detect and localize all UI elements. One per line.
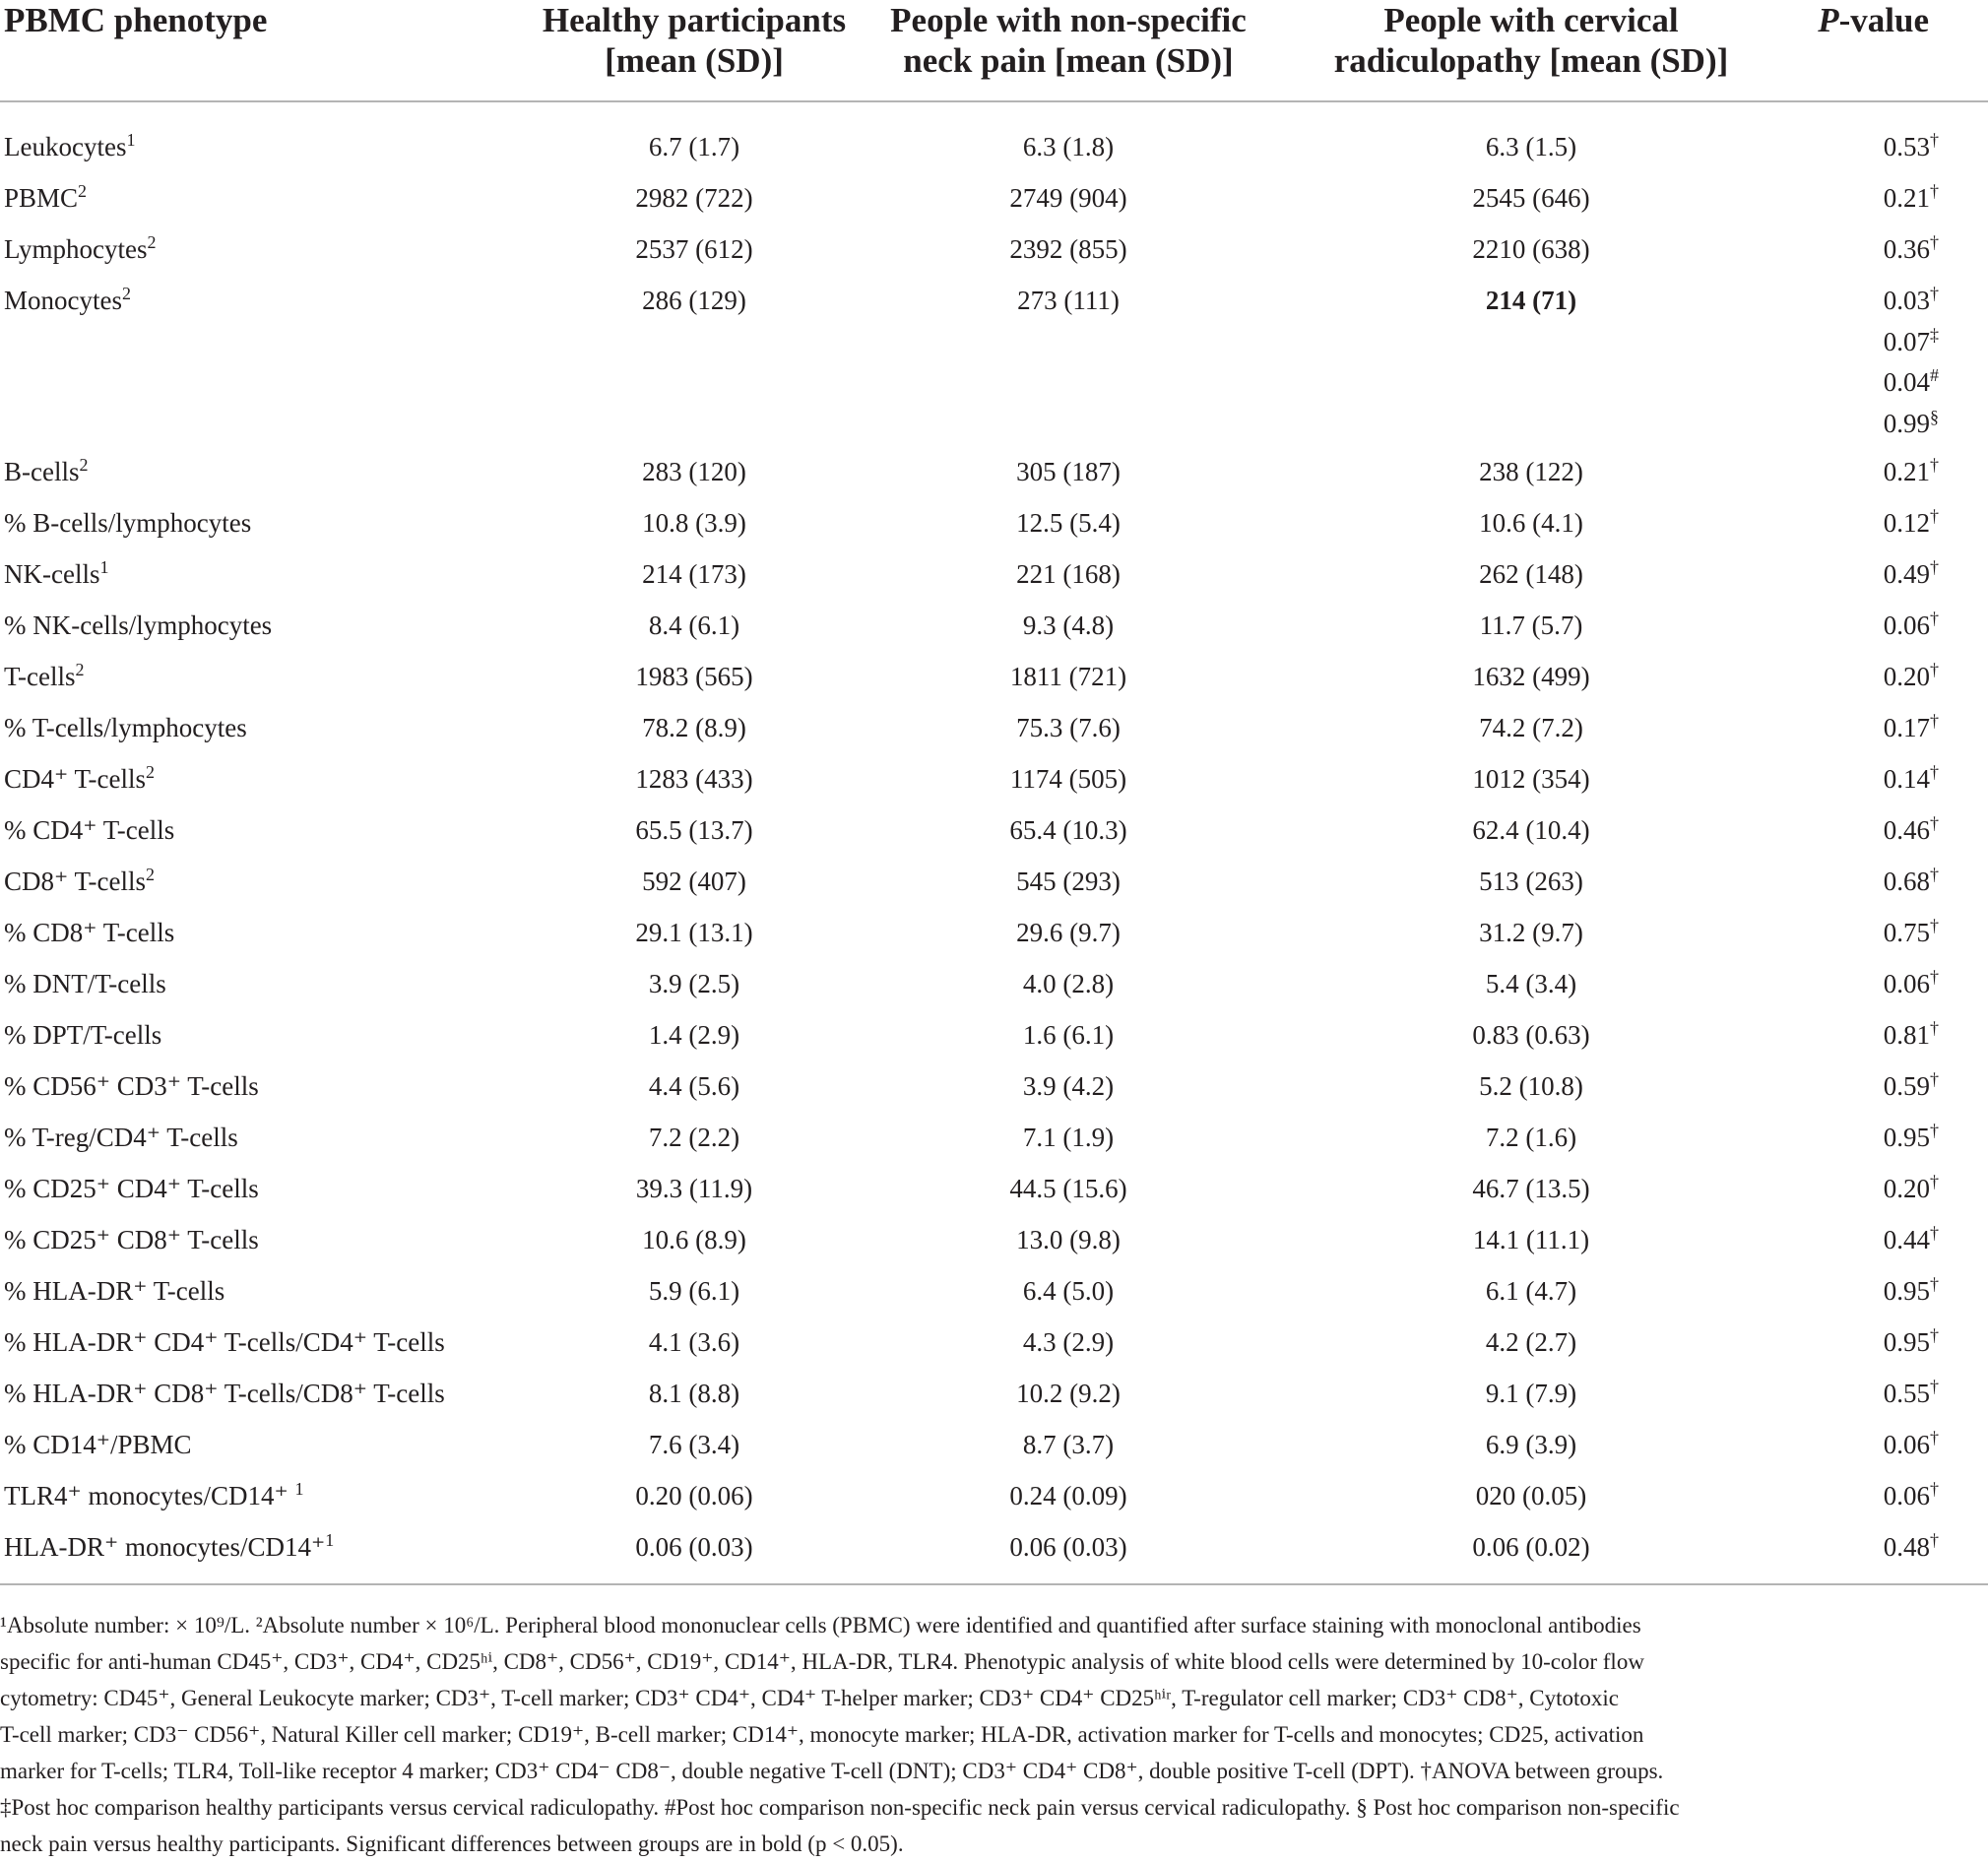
p-value (1777, 1325, 1988, 1377)
healthy-value: 3.9 (2.5) (648, 969, 740, 998)
healthy-value: 10.8 (3.9) (642, 508, 746, 538)
table-row (0, 506, 1988, 557)
healthy-value: 286 (129) (642, 286, 746, 315)
neck-pain-value: 2749 (904) (1009, 183, 1127, 213)
neck-pain-value: 1.6 (6.1) (1022, 1020, 1115, 1050)
p-value-symbol: † (1930, 711, 1939, 731)
healthy-value: 2982 (722) (635, 183, 753, 213)
healthy-value: 283 (120) (642, 457, 746, 486)
table-row (0, 1325, 1988, 1377)
table-row (0, 1530, 1988, 1587)
p-value (1777, 1121, 1988, 1172)
p-value (1777, 181, 1988, 232)
p-value-symbol: † (1930, 1530, 1939, 1550)
radiculopathy-value: 31.2 (9.7) (1479, 918, 1583, 947)
neck-pain-value: 273 (111) (1017, 286, 1120, 315)
neck-pain-value: 8.7 (3.7) (1022, 1430, 1115, 1459)
p-value-entry: 0.95† (1883, 1121, 1939, 1152)
p-value (1777, 455, 1988, 506)
p-value (1777, 1018, 1988, 1069)
healthy-value: 8.4 (6.1) (648, 610, 740, 640)
p-value-entry: 0.03† (1883, 284, 1939, 315)
row-label: % CD14⁺/PBMC (4, 1430, 192, 1459)
healthy-value: 65.5 (13.7) (635, 815, 753, 845)
table-row (0, 1223, 1988, 1274)
header-cervical-radiculopathy: People with cervical radiculopathy [mean (SD)] (1285, 0, 1777, 101)
row-label: % DPT/T-cells (4, 1020, 162, 1050)
table-row (0, 1479, 1988, 1530)
table-row (0, 1428, 1988, 1479)
row-label: % HLA-DR⁺ CD8⁺ T-cells/CD8⁺ T-cells (4, 1379, 445, 1408)
healthy-value: 1983 (565) (635, 662, 753, 691)
neck-pain-value: 75.3 (7.6) (1016, 713, 1121, 742)
p-value-entry: 0.75† (1883, 916, 1939, 947)
table-row (0, 1377, 1988, 1428)
p-value-symbol: † (1930, 1172, 1939, 1191)
p-value-symbol: † (1930, 130, 1939, 150)
radiculopathy-value: 62.4 (10.4) (1472, 815, 1590, 845)
healthy-value: 4.1 (3.6) (648, 1327, 740, 1357)
healthy-value: 78.2 (8.9) (642, 713, 746, 742)
p-value-entry: 0.53† (1883, 130, 1939, 161)
header-pbmc-phenotype: PBMC phenotype (0, 0, 537, 101)
neck-pain-value: 6.3 (1.8) (1022, 132, 1115, 161)
neck-pain-value: 545 (293) (1016, 867, 1121, 896)
p-value-symbol: † (1930, 660, 1939, 679)
label-superscript: 1 (126, 130, 136, 150)
healthy-value: 8.1 (8.8) (648, 1379, 740, 1408)
footnote-line: T-cell marker; CD3⁻ CD56⁺, Natural Killer cell marker; CD19⁺, B-cell marker; CD14⁺, monocyte marker; HLA-DR, activation marker for T-cells and monocytes; CD25, activation (0, 1722, 1644, 1747)
p-value-entry: 0.06† (1883, 967, 1939, 998)
p-value-entry: 0.12† (1883, 506, 1939, 538)
healthy-value: 592 (407) (642, 867, 746, 896)
table-row (0, 232, 1988, 284)
neck-pain-value: 10.2 (9.2) (1016, 1379, 1121, 1408)
row-label: % NK-cells/lymphocytes (4, 610, 273, 640)
header-p-value: P-value (1777, 0, 1988, 101)
row-label: Leukocytes$^1$ (4, 130, 136, 161)
row-label: HLA-DR⁺ monocytes/CD14⁺$^1$ (4, 1530, 335, 1562)
p-value (1777, 1428, 1988, 1479)
neck-pain-value: 7.1 (1.9) (1022, 1123, 1115, 1152)
table-header (0, 0, 1988, 101)
p-value-entry: 0.36† (1883, 232, 1939, 264)
p-value-symbol: † (1930, 813, 1939, 833)
neck-pain-value: 6.4 (5.0) (1022, 1276, 1115, 1306)
healthy-value: 4.4 (5.6) (648, 1071, 740, 1101)
radiculopathy-value: 4.2 (2.7) (1485, 1327, 1577, 1357)
radiculopathy-value: 020 (0.05) (1475, 1481, 1587, 1510)
p-value-symbol: † (1930, 455, 1939, 475)
table-row (0, 813, 1988, 865)
row-label: % HLA-DR⁺ T-cells (4, 1276, 225, 1306)
p-value (1777, 557, 1988, 609)
neck-pain-value: 29.6 (9.7) (1016, 918, 1121, 947)
row-label: % CD25⁺ CD8⁺ T-cells (4, 1225, 259, 1254)
p-value-symbol: † (1930, 1428, 1939, 1447)
healthy-value: 7.6 (3.4) (648, 1430, 740, 1459)
healthy-value: 2537 (612) (635, 234, 753, 264)
header-non-specific-neck-pain: People with non-specific neck pain [mean (SD)] (852, 0, 1285, 101)
p-value-entry: 0.20† (1883, 1172, 1939, 1203)
p-value-entry: 0.06† (1883, 1428, 1939, 1459)
table-row (0, 711, 1988, 762)
p-value-symbol: ‡ (1930, 324, 1939, 345)
p-value-symbol: † (1930, 1377, 1939, 1396)
p-value (1777, 284, 1988, 455)
row-label: Monocytes$^2$ (4, 284, 131, 315)
neck-pain-value: 3.9 (4.2) (1022, 1071, 1115, 1101)
radiculopathy-value: 11.7 (5.7) (1479, 610, 1583, 640)
p-value (1777, 1223, 1988, 1274)
footnote-line: ¹Absolute number: × 10⁹/L. ²Absolute number × 10⁶/L. Peripheral blood mononuclear cells (PBMC) were identified and quantified after surface staining with monoclonal antibodies (0, 1613, 1641, 1638)
table-row (0, 609, 1988, 660)
label-superscript: 2 (146, 865, 156, 884)
p-value-entry: 0.20† (1883, 660, 1939, 691)
p-value-symbol: † (1930, 232, 1939, 252)
neck-pain-value: 13.0 (9.8) (1016, 1225, 1121, 1254)
table-body (0, 101, 1988, 1587)
p-value-symbol: † (1930, 1223, 1939, 1243)
healthy-value: 0.06 (0.03) (635, 1532, 753, 1562)
neck-pain-value: 4.3 (2.9) (1022, 1327, 1115, 1357)
p-value (1777, 711, 1988, 762)
healthy-value: 6.7 (1.7) (648, 132, 740, 161)
p-value (1777, 609, 1988, 660)
p-value-entry: 0.07‡ (1883, 324, 1939, 356)
p-value-entry: 0.49† (1883, 557, 1939, 589)
p-value (1777, 1274, 1988, 1325)
healthy-value: 1.4 (2.9) (648, 1020, 740, 1050)
p-value-entry: 0.81† (1883, 1018, 1939, 1050)
p-value-symbol: † (1930, 557, 1939, 577)
header-healthy-participants: Healthy participants [mean (SD)] (537, 0, 852, 101)
p-value-symbol: § (1930, 406, 1939, 426)
neck-pain-value: 2392 (855) (1009, 234, 1127, 264)
p-value-entry: 0.44† (1883, 1223, 1939, 1254)
p-value-symbol: † (1930, 865, 1939, 884)
row-label: % T-reg/CD4⁺ T-cells (4, 1123, 238, 1152)
row-label: TLR4⁺ monocytes/CD14⁺ $^1$ (4, 1479, 304, 1510)
radiculopathy-value: 2210 (638) (1472, 234, 1590, 264)
p-value-symbol: † (1930, 1274, 1939, 1294)
table-row (0, 284, 1988, 455)
p-value (1777, 506, 1988, 557)
row-label: % DNT/T-cells (4, 969, 166, 998)
healthy-value: 29.1 (13.1) (635, 918, 753, 947)
healthy-value: 39.3 (11.9) (635, 1174, 753, 1203)
neck-pain-value: 65.4 (10.3) (1009, 815, 1127, 845)
p-value (1777, 232, 1988, 284)
row-label: % CD25⁺ CD4⁺ T-cells (4, 1174, 259, 1203)
table-row (0, 916, 1988, 967)
p-value-entry: 0.95† (1883, 1274, 1939, 1306)
radiculopathy-value: 6.1 (4.7) (1485, 1276, 1577, 1306)
p-value-entry: 0.55† (1883, 1377, 1939, 1408)
radiculopathy-value: 7.2 (1.6) (1485, 1123, 1577, 1152)
header-row (0, 0, 1988, 101)
radiculopathy-value: 6.3 (1.5) (1485, 132, 1577, 161)
p-value (1777, 813, 1988, 865)
row-label: CD8⁺ T-cells$^2$ (4, 865, 156, 896)
radiculopathy-value: 2545 (646) (1472, 183, 1590, 213)
footnote-line: ‡Post hoc comparison healthy participants versus cervical radiculopathy. #Post hoc comparison non-specific neck pain versus cervical radiculopathy. § Post hoc comparison non-specific (0, 1795, 1680, 1820)
table-row (0, 1121, 1988, 1172)
table-row (0, 865, 1988, 916)
radiculopathy-value: 10.6 (4.1) (1479, 508, 1583, 538)
p-value (1777, 916, 1988, 967)
radiculopathy-value: 238 (122) (1479, 457, 1583, 486)
row-label: Lymphocytes$^2$ (4, 232, 157, 264)
neck-pain-value: 221 (168) (1016, 559, 1121, 589)
radiculopathy-value: 14.1 (11.1) (1472, 1225, 1590, 1254)
p-value-entry: 0.59† (1883, 1069, 1939, 1101)
label-superscript: 2 (146, 762, 156, 782)
p-value-entry: 0.06† (1883, 609, 1939, 640)
p-value-symbol: † (1930, 609, 1939, 628)
neck-pain-value: 44.5 (15.6) (1009, 1174, 1127, 1203)
p-value-symbol: † (1930, 181, 1939, 201)
table-row (0, 1069, 1988, 1121)
label-superscript: 2 (121, 284, 131, 303)
footnote-line: marker for T-cells; TLR4, Toll-like receptor 4 marker; CD3⁺ CD4⁻ CD8⁻, double negative T-cell (DNT); CD3⁺ CD4⁺ CD8⁺, double positive T-cell (DPT). †ANOVA between groups. (0, 1759, 1664, 1783)
neck-pain-value: 9.3 (4.8) (1022, 610, 1115, 640)
p-value-entry: 0.68† (1883, 865, 1939, 896)
label-superscript: 2 (75, 660, 85, 679)
footnote-line: cytometry: CD45⁺, General Leukocyte marker; CD3⁺, T-cell marker; CD3⁺ CD4⁺, CD4⁺ T-helper marker; CD3⁺ CD4⁺ CD25ʰⁱʳ, T-regulator cell marker; CD3⁺ CD8⁺, Cytotoxic (0, 1686, 1619, 1710)
p-value-entry: 0.17† (1883, 711, 1939, 742)
p-value-entry: 0.48† (1883, 1530, 1939, 1562)
row-label: B-cells$^2$ (4, 455, 89, 486)
neck-pain-value: 12.5 (5.4) (1016, 508, 1121, 538)
p-value (1777, 1530, 1988, 1587)
row-label: PBMC$^2$ (4, 181, 88, 213)
p-value-symbol: † (1930, 1018, 1939, 1038)
p-value-entry: 0.21† (1883, 455, 1939, 486)
p-value (1777, 660, 1988, 711)
healthy-value: 214 (173) (642, 559, 746, 589)
healthy-value: 0.20 (0.06) (635, 1481, 753, 1510)
p-value-symbol: † (1930, 1479, 1939, 1499)
p-value-symbol: † (1930, 762, 1939, 782)
radiculopathy-value: 5.2 (10.8) (1479, 1071, 1583, 1101)
p-value-entry: 0.06† (1883, 1479, 1939, 1510)
p-value (1777, 1479, 1988, 1530)
label-superscript: 2 (78, 181, 88, 201)
p-value-symbol: † (1930, 916, 1939, 935)
p-value-entry: 0.14† (1883, 762, 1939, 794)
radiculopathy-value: 46.7 (13.5) (1472, 1174, 1590, 1203)
row-label: % CD8⁺ T-cells (4, 918, 175, 947)
label-superscript: 2 (79, 455, 89, 475)
p-value (1777, 762, 1988, 813)
table-row (0, 557, 1988, 609)
radiculopathy-value: 214 (71) (1485, 286, 1577, 315)
row-label: % CD4⁺ T-cells (4, 815, 175, 845)
footnote-line: neck pain versus healthy participants. Significant differences between groups are in bold (p < 0.05). (0, 1831, 904, 1856)
table-row (0, 1172, 1988, 1223)
p-value-symbol: # (1930, 365, 1939, 385)
table-row (0, 455, 1988, 506)
p-value-entry: 0.21† (1883, 181, 1939, 213)
p-value-symbol: † (1930, 506, 1939, 526)
p-value-symbol: † (1930, 284, 1939, 303)
radiculopathy-value: 6.9 (3.9) (1485, 1430, 1577, 1459)
radiculopathy-value: 262 (148) (1479, 559, 1583, 589)
neck-pain-value: 1811 (721) (1009, 662, 1127, 691)
p-value (1777, 1069, 1988, 1121)
neck-pain-value: 305 (187) (1016, 457, 1121, 486)
row-label: NK-cells$^1$ (4, 557, 109, 589)
label-superscript: 2 (147, 232, 157, 252)
row-label: % HLA-DR⁺ CD4⁺ T-cells/CD4⁺ T-cells (4, 1327, 445, 1357)
table-row (0, 967, 1988, 1018)
label-superscript: 1 (294, 1479, 304, 1499)
table-row (0, 762, 1988, 813)
row-label: % T-cells/lymphocytes (4, 713, 247, 742)
table-row (0, 101, 1988, 181)
neck-pain-value: 4.0 (2.8) (1022, 969, 1115, 998)
radiculopathy-value: 1632 (499) (1472, 662, 1590, 691)
neck-pain-value: 1174 (505) (1009, 764, 1127, 794)
label-superscript: 1 (325, 1530, 335, 1550)
p-value (1777, 1377, 1988, 1428)
healthy-value: 7.2 (2.2) (648, 1123, 740, 1152)
p-value (1777, 1172, 1988, 1223)
table-row (0, 1018, 1988, 1069)
radiculopathy-value: 74.2 (7.2) (1479, 713, 1583, 742)
footnote-line: specific for anti-human CD45⁺, CD3⁺, CD4⁺, CD25ʰⁱ, CD8⁺, CD56⁺, CD19⁺, CD14⁺, HLA-DR, TLR4. Phenotypic analysis of white blood cells were determined by 10-color flow (0, 1649, 1644, 1674)
table-row (0, 1274, 1988, 1325)
neck-pain-value: 0.06 (0.03) (1009, 1532, 1127, 1562)
healthy-value: 1283 (433) (635, 764, 753, 794)
radiculopathy-value: 0.06 (0.02) (1472, 1532, 1590, 1562)
radiculopathy-value: 0.83 (0.63) (1472, 1020, 1590, 1050)
radiculopathy-value: 5.4 (3.4) (1485, 969, 1577, 998)
row-label: CD4⁺ T-cells$^2$ (4, 762, 156, 794)
row-label: T-cells$^2$ (4, 660, 85, 691)
healthy-value: 10.6 (8.9) (642, 1225, 746, 1254)
radiculopathy-value: 9.1 (7.9) (1485, 1379, 1577, 1408)
p-value (1777, 967, 1988, 1018)
p-value-symbol: † (1930, 967, 1939, 987)
row-label: % CD56⁺ CD3⁺ T-cells (4, 1071, 259, 1101)
p-value-symbol: † (1930, 1121, 1939, 1140)
row-label: % B-cells/lymphocytes (4, 508, 252, 538)
p-value-symbol: † (1930, 1069, 1939, 1089)
radiculopathy-value: 1012 (354) (1472, 764, 1590, 794)
p-value (1777, 865, 1988, 916)
p-value-symbol: † (1930, 1325, 1939, 1345)
p-value-entry: 0.46† (1883, 813, 1939, 845)
radiculopathy-value: 513 (263) (1479, 867, 1583, 896)
p-value-entry: 0.04# (1883, 365, 1939, 397)
table-row (0, 660, 1988, 711)
p-value-entry: 0.99§ (1883, 406, 1939, 438)
table-row (0, 181, 1988, 232)
p-value (1777, 101, 1988, 181)
p-value-entry: 0.95† (1883, 1325, 1939, 1357)
label-superscript: 1 (99, 557, 109, 577)
neck-pain-value: 0.24 (0.09) (1009, 1481, 1127, 1510)
table-footnote (0, 1583, 1988, 1862)
healthy-value: 5.9 (6.1) (648, 1276, 740, 1306)
